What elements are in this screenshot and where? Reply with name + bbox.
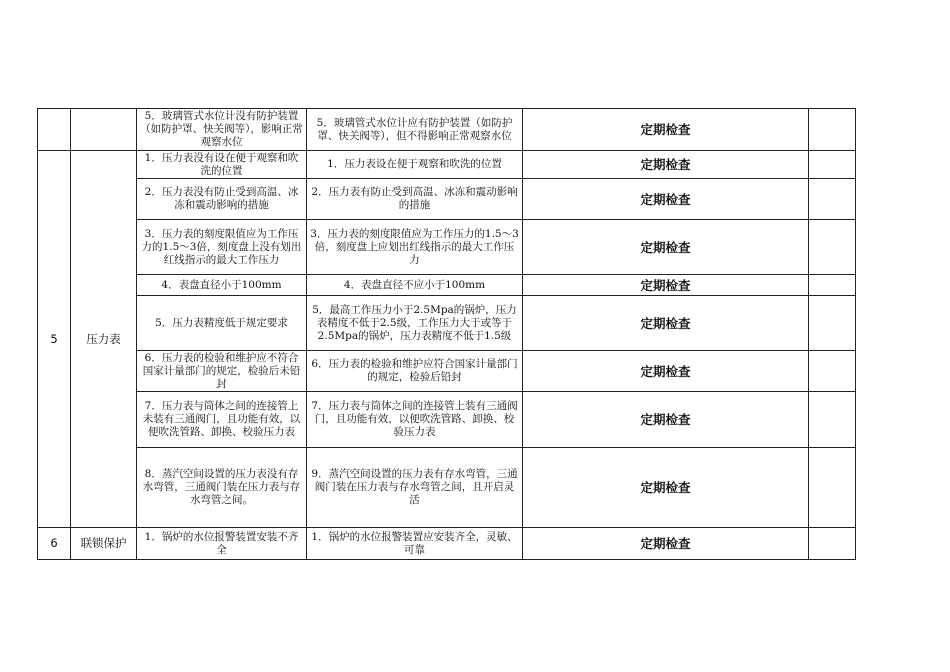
requirement-cell: 1．锅炉的水位报警装置应安装齐全，灵敏、可靠	[307, 528, 523, 560]
item-name: 联锁保护	[71, 528, 137, 560]
method-cell: 定期检查	[523, 448, 809, 528]
method-cell: 定期检查	[523, 151, 809, 179]
table-row	[38, 151, 856, 179]
empty-cell	[809, 448, 856, 528]
requirement-cell: 9．蒸汽空间设置的压力表有存水弯管，三通阀门装在压力表与存水弯管之间，且开启灵活	[307, 448, 523, 528]
empty-cell	[809, 392, 856, 448]
requirement-cell: 1．压力表设在便于观察和吹洗的位置	[307, 151, 523, 179]
requirement-cell: 2．压力表有防止受到高温、冰冻和震动影响的措施	[307, 179, 523, 220]
empty-cell	[809, 109, 856, 151]
empty-cell	[809, 528, 856, 560]
method-cell: 定期检查	[523, 109, 809, 151]
problem-cell: 5．玻璃管式水位计没有防护装置（如防护罩、快关阀等），影响正常观察水位	[137, 109, 307, 151]
empty-cell	[809, 351, 856, 392]
table-row	[38, 179, 856, 220]
requirement-cell: 6．压力表的检验和维护应符合国家计量部门的规定，检验后铅封	[307, 351, 523, 392]
empty-cell	[809, 151, 856, 179]
empty-cell	[809, 275, 856, 296]
method-cell: 定期检查	[523, 392, 809, 448]
empty-cell	[38, 109, 71, 151]
empty-cell	[809, 179, 856, 220]
problem-cell: 3．压力表的刻度限值应为工作压力的1.5～3倍，刻度盘上没有划出红线指示的最大工作压力	[137, 220, 307, 275]
method-cell: 定期检查	[523, 220, 809, 275]
table-row	[38, 528, 856, 560]
table-row	[38, 296, 856, 351]
table-row	[38, 392, 856, 448]
table-row	[38, 351, 856, 392]
empty-cell	[809, 220, 856, 275]
problem-cell: 7．压力表与筒体之间的连接管上未装有三通阀门，且功能有效，以便吹洗管路、卸换、校验压力表	[137, 392, 307, 448]
requirement-cell: 3．压力表的刻度限值应为工作压力的1.5～3倍，刻度盘上应划出红线指示的最大工作压力	[307, 220, 523, 275]
method-cell: 定期检查	[523, 275, 809, 296]
empty-cell	[71, 109, 137, 151]
inspection-table	[37, 108, 856, 560]
problem-cell: 6．压力表的检验和维护应不符合国家计量部门的规定，检验后未铅封	[137, 351, 307, 392]
problem-cell: 2．压力表没有防止受到高温、冰冻和震动影响的措施	[137, 179, 307, 220]
method-cell: 定期检查	[523, 351, 809, 392]
item-number: 6	[38, 528, 71, 560]
table-row	[38, 109, 856, 151]
problem-cell: 1．压力表没有设在便于观察和吹洗的位置	[137, 151, 307, 179]
problem-cell: 1．锅炉的水位报警装置安装不齐全	[137, 528, 307, 560]
table-row	[38, 275, 856, 296]
method-cell: 定期检查	[523, 528, 809, 560]
requirement-cell: 5．最高工作压力小于2.5Mpa的锅炉，压力表精度不低于2.5级，工作压力大于或等于2.5Mpa的锅炉，压力表精度不低于1.5级	[307, 296, 523, 351]
method-cell: 定期检查	[523, 179, 809, 220]
item-name: 压力表	[71, 151, 137, 528]
problem-cell: 4．表盘直径小于100mm	[137, 275, 307, 296]
item-number: 5	[38, 151, 71, 528]
requirement-cell: 7．压力表与筒体之间的连接管上装有三通阀门，且功能有效，以便吹洗管路、卸换、校验压力表	[307, 392, 523, 448]
problem-cell: 5．压力表精度低于规定要求	[137, 296, 307, 351]
table-row	[38, 448, 856, 528]
table-row	[38, 220, 856, 275]
empty-cell	[809, 296, 856, 351]
requirement-cell: 4．表盘直径不应小于100mm	[307, 275, 523, 296]
problem-cell: 8．蒸汽空间设置的压力表没有存水弯管，三通阀门装在压力表与存水弯管之间。	[137, 448, 307, 528]
method-cell: 定期检查	[523, 296, 809, 351]
requirement-cell: 5．玻璃管式水位计应有防护装置（如防护罩、快关阀等），但不得影响正常观察水位	[307, 109, 523, 151]
